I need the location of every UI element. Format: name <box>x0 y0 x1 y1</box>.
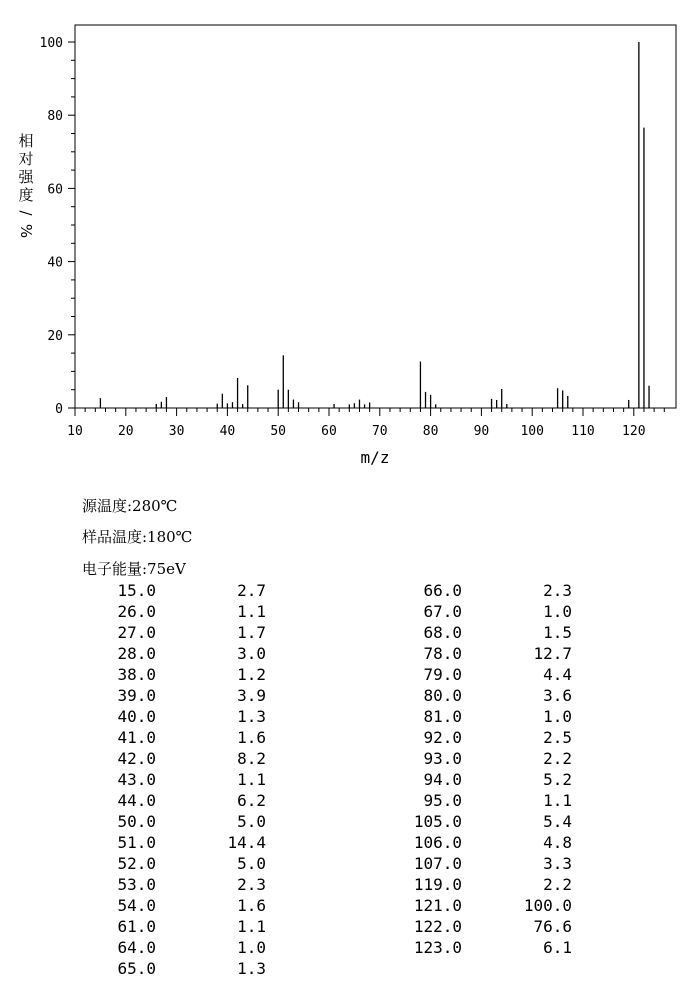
intensity-value: 14.4 <box>227 833 266 852</box>
x-tick-label: 90 <box>473 424 490 439</box>
table-row <box>388 832 572 853</box>
table-row <box>388 895 572 916</box>
intensity-value: 1.1 <box>237 917 266 936</box>
mz-value: 44.0 <box>117 791 156 810</box>
table-row <box>82 853 266 874</box>
sample-temperature: 样品温度:180℃ <box>82 528 193 546</box>
intensity-value: 1.3 <box>237 707 266 726</box>
peak-table-left <box>82 580 266 979</box>
mz-value: 67.0 <box>423 602 462 621</box>
mz-value: 27.0 <box>117 623 156 642</box>
mz-value: 119.0 <box>413 875 462 894</box>
mz-value: 78.0 <box>423 644 462 663</box>
table-row <box>388 937 572 958</box>
mz-value: 92.0 <box>423 728 462 747</box>
intensity-value: 2.2 <box>543 749 572 768</box>
mz-value: 64.0 <box>117 938 156 957</box>
table-row <box>388 790 572 811</box>
intensity-value: 2.5 <box>543 728 572 747</box>
intensity-value: 2.2 <box>543 875 572 894</box>
mz-value: 26.0 <box>117 602 156 621</box>
intensity-value: 1.2 <box>237 665 266 684</box>
intensity-value: 2.7 <box>237 581 266 600</box>
mz-value: 41.0 <box>117 728 156 747</box>
table-row <box>388 580 572 601</box>
mz-value: 95.0 <box>423 791 462 810</box>
intensity-value: 1.0 <box>543 707 572 726</box>
y-axis-label-char: / <box>17 210 35 216</box>
intensity-value: 3.0 <box>237 644 266 663</box>
intensity-value: 100.0 <box>523 896 572 915</box>
x-axis-label: m/z <box>360 448 390 467</box>
mz-value: 105.0 <box>413 812 462 831</box>
intensity-value: 6.2 <box>237 791 266 810</box>
table-row <box>82 769 266 790</box>
mz-value: 15.0 <box>117 581 156 600</box>
table-row <box>82 958 266 979</box>
peak-series <box>100 42 649 408</box>
intensity-value: 1.6 <box>237 728 266 747</box>
mz-value: 43.0 <box>117 770 156 789</box>
peak-table-right <box>388 580 572 958</box>
mz-value: 94.0 <box>423 770 462 789</box>
intensity-value: 1.3 <box>237 959 266 978</box>
table-row <box>82 937 266 958</box>
intensity-value: 3.9 <box>237 686 266 705</box>
x-tick-label: 10 <box>67 424 83 439</box>
y-tick-label: 100 <box>39 36 63 51</box>
source-temperature: 源温度:280℃ <box>82 497 178 515</box>
mz-value: 54.0 <box>117 896 156 915</box>
mz-value: 93.0 <box>423 749 462 768</box>
y-axis <box>40 36 75 417</box>
table-row <box>82 727 266 748</box>
intensity-value: 2.3 <box>543 581 572 600</box>
table-row <box>82 748 266 769</box>
mz-value: 123.0 <box>413 938 462 957</box>
intensity-value: 3.6 <box>543 686 572 705</box>
intensity-value: 3.3 <box>543 854 572 873</box>
y-tick-label: 60 <box>47 182 63 198</box>
table-row <box>388 853 572 874</box>
table-row <box>82 580 266 601</box>
intensity-value: 5.4 <box>543 812 572 831</box>
table-row <box>388 748 572 769</box>
x-tick-label: 50 <box>270 424 287 439</box>
mz-value: 106.0 <box>413 833 462 852</box>
mz-value: 51.0 <box>117 833 156 852</box>
mz-value: 68.0 <box>423 623 462 642</box>
electron-energy: 电子能量:75eV <box>82 560 186 578</box>
intensity-value: 5.0 <box>237 812 266 831</box>
y-tick-label: 80 <box>47 109 63 125</box>
mass-spectrum-chart <box>0 0 687 480</box>
x-tick-label: 100 <box>520 424 544 439</box>
intensity-value: 4.8 <box>543 833 572 852</box>
intensity-value: 4.4 <box>543 665 572 684</box>
mz-value: 61.0 <box>117 917 156 936</box>
mz-value: 121.0 <box>413 896 462 915</box>
mz-value: 107.0 <box>413 854 462 873</box>
intensity-value: 1.6 <box>237 896 266 915</box>
mz-value: 122.0 <box>413 917 462 936</box>
intensity-value: 1.5 <box>543 623 572 642</box>
intensity-value: 5.2 <box>543 770 572 789</box>
intensity-value: 1.0 <box>237 938 266 957</box>
y-tick-label: 0 <box>55 402 63 417</box>
table-row <box>82 643 266 664</box>
y-tick-label: 20 <box>47 328 63 344</box>
x-tick-label: 110 <box>571 424 595 439</box>
intensity-value: 2.3 <box>237 875 266 894</box>
table-row <box>388 769 572 790</box>
x-tick-label: 30 <box>168 424 185 439</box>
x-tick-label: 80 <box>422 424 439 439</box>
x-tick-label: 60 <box>321 424 337 439</box>
x-tick-label: 40 <box>219 424 236 439</box>
x-axis <box>67 408 664 439</box>
table-row <box>82 916 266 937</box>
y-axis-label <box>17 132 35 238</box>
intensity-value: 5.0 <box>237 854 266 873</box>
table-row <box>388 874 572 895</box>
intensity-value: 6.1 <box>543 938 572 957</box>
table-row <box>82 895 266 916</box>
table-row <box>388 622 572 643</box>
mz-value: 81.0 <box>423 707 462 726</box>
table-row <box>82 622 266 643</box>
intensity-value: 1.0 <box>543 602 572 621</box>
table-row <box>82 874 266 895</box>
table-row <box>82 832 266 853</box>
mz-value: 52.0 <box>117 854 156 873</box>
y-axis-label-char: % <box>17 223 35 239</box>
table-row <box>388 727 572 748</box>
intensity-value: 12.7 <box>533 644 572 663</box>
intensity-value: 76.6 <box>533 917 572 936</box>
x-tick-label: 70 <box>371 424 388 439</box>
mz-value: 42.0 <box>117 749 156 768</box>
table-row <box>82 664 266 685</box>
mz-value: 28.0 <box>117 644 156 663</box>
table-row <box>388 601 572 622</box>
mz-value: 53.0 <box>117 875 156 894</box>
mz-value: 66.0 <box>423 581 462 600</box>
table-row <box>388 643 572 664</box>
table-row <box>388 811 572 832</box>
table-row <box>388 664 572 685</box>
y-axis-label-char: 对 <box>18 150 34 168</box>
plot-frame <box>75 25 676 408</box>
table-row <box>82 685 266 706</box>
mz-value: 80.0 <box>423 686 462 705</box>
mz-value: 65.0 <box>117 959 156 978</box>
table-row <box>388 685 572 706</box>
mz-value: 79.0 <box>423 665 462 684</box>
table-row <box>82 601 266 622</box>
y-axis-label-char: 相 <box>18 132 34 150</box>
table-row <box>82 790 266 811</box>
y-tick-label: 40 <box>47 255 63 271</box>
table-row <box>82 811 266 832</box>
mz-value: 50.0 <box>117 812 156 831</box>
intensity-value: 8.2 <box>237 749 266 768</box>
y-axis-label-char: 度 <box>18 186 34 204</box>
mz-value: 39.0 <box>117 686 156 705</box>
intensity-value: 1.7 <box>237 623 266 642</box>
y-axis-label-char: 强 <box>18 168 34 186</box>
table-row <box>388 916 572 937</box>
table-row <box>82 706 266 727</box>
mz-value: 40.0 <box>117 707 156 726</box>
table-row <box>388 706 572 727</box>
intensity-value: 1.1 <box>237 602 266 621</box>
intensity-value: 1.1 <box>543 791 572 810</box>
mz-value: 38.0 <box>117 665 156 684</box>
intensity-value: 1.1 <box>237 770 266 789</box>
x-tick-label: 120 <box>622 424 646 439</box>
x-tick-label: 20 <box>117 424 134 439</box>
